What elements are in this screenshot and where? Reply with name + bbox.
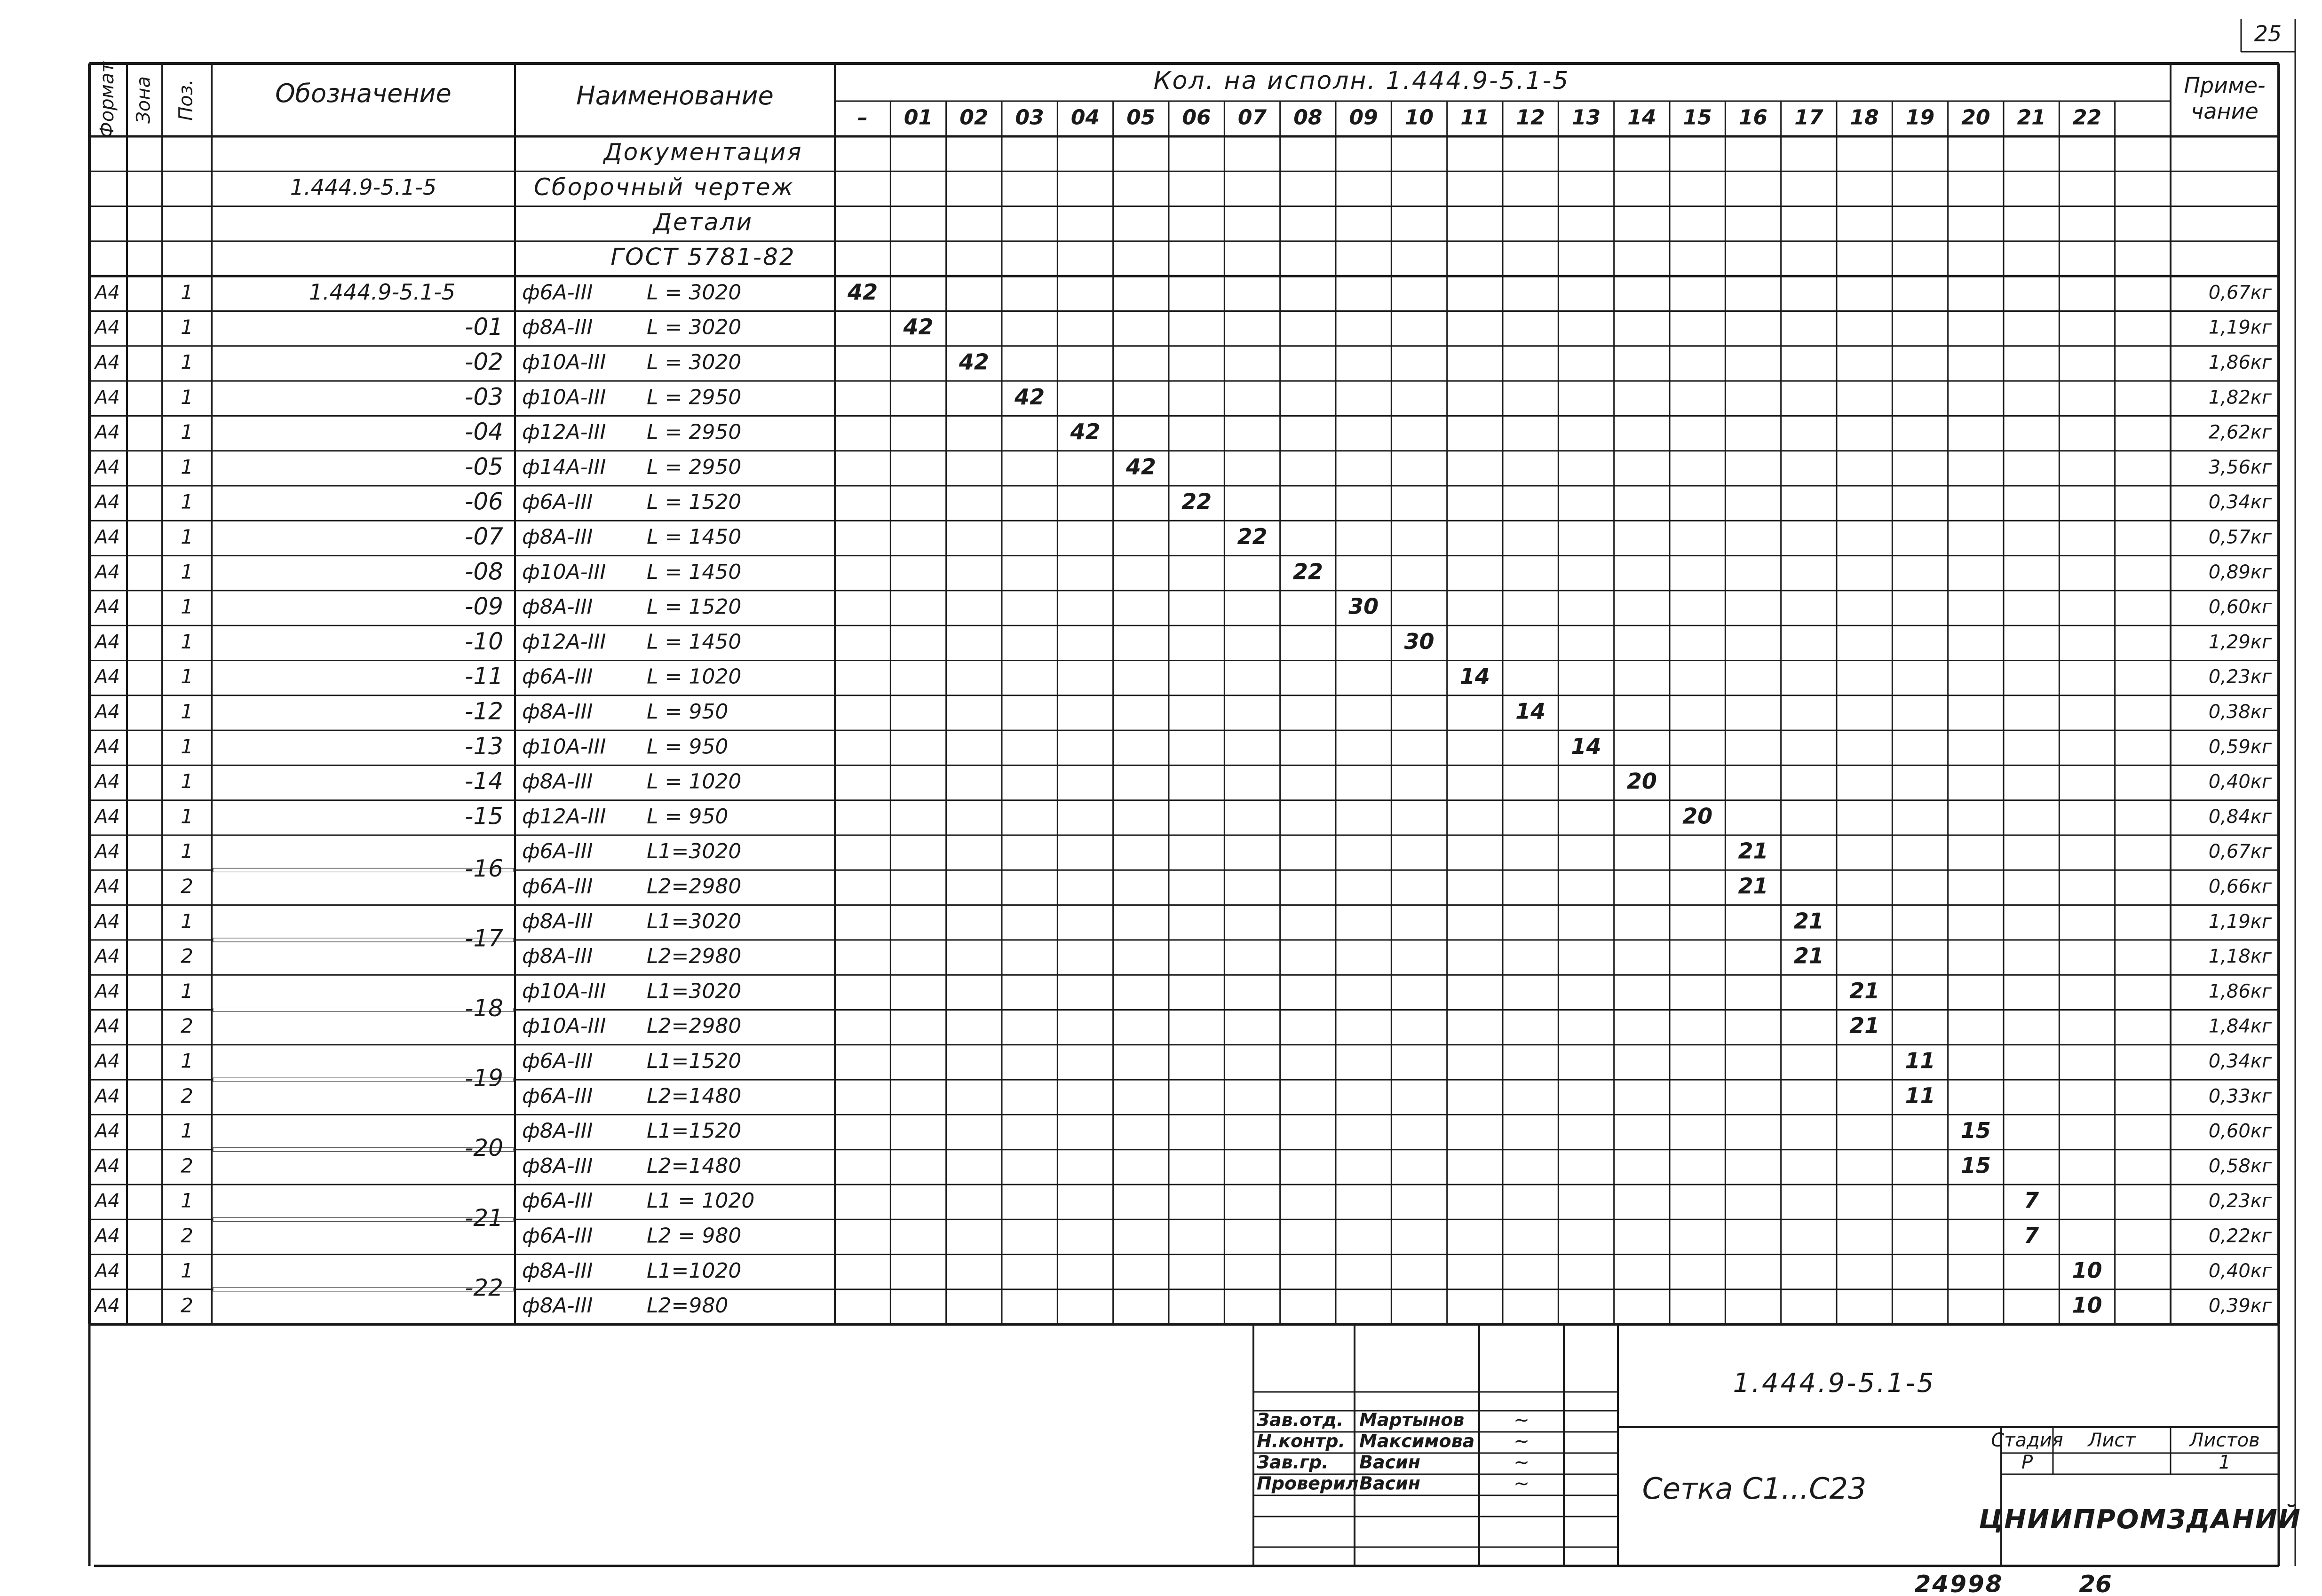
row-length: L = 2950 — [647, 420, 742, 444]
row-length: L2=1480 — [647, 1084, 742, 1108]
row-quantity: 42 — [848, 279, 878, 305]
execution-header: – — [857, 105, 868, 130]
section-name: Сборочный чертеж — [534, 173, 794, 201]
row-steel-grade: ф6А-III — [522, 1189, 593, 1213]
row-designation: -11 — [465, 663, 503, 690]
row-position: 1 — [181, 420, 193, 444]
header-name: Наименование — [576, 81, 774, 111]
signature-role: Н.контр. — [1257, 1430, 1346, 1452]
row-format: А4 — [95, 1225, 120, 1247]
row-steel-grade: ф8А-III — [522, 1154, 593, 1178]
header-note-line1: Приме- — [2184, 72, 2266, 98]
row-position: 2 — [181, 874, 193, 898]
row-note: 0,22кг — [2208, 1225, 2272, 1247]
row-steel-grade: ф8А-III — [522, 1294, 593, 1318]
execution-header: 20 — [1961, 105, 1990, 130]
signature-name: Максимова — [1359, 1430, 1475, 1452]
row-quantity: 30 — [1404, 628, 1434, 654]
row-format: А4 — [95, 1015, 120, 1037]
row-steel-grade: ф6А-III — [522, 874, 593, 899]
row-format: А4 — [95, 666, 120, 688]
row-length: L2=2980 — [647, 874, 742, 899]
signature-name: Мартынов — [1359, 1409, 1465, 1430]
row-format: А4 — [95, 1295, 120, 1317]
row-steel-grade: ф8А-III — [522, 769, 593, 794]
row-length: L1=3020 — [647, 909, 742, 933]
stage-label: Стадия — [1991, 1430, 2063, 1451]
row-steel-grade: ф6А-III — [522, 1224, 593, 1248]
execution-header: 10 — [1404, 105, 1434, 130]
row-quantity: 42 — [1070, 419, 1101, 445]
row-length: L = 950 — [647, 804, 729, 829]
row-length: L = 2950 — [647, 455, 742, 479]
header-note-line2: чание — [2191, 98, 2259, 124]
archive-number: 24998 — [1914, 1570, 2004, 1596]
row-quantity: 14 — [1515, 698, 1546, 724]
row-quantity: 14 — [1571, 733, 1601, 759]
row-designation: -19 — [465, 1064, 503, 1092]
header-designation: Обозначение — [275, 79, 452, 109]
row-position: 1 — [181, 595, 193, 618]
execution-header: 05 — [1126, 105, 1156, 130]
row-designation: -13 — [465, 732, 503, 760]
row-quantity: 14 — [1459, 664, 1490, 689]
row-position: 1 — [181, 385, 193, 409]
row-note: 0,23кг — [2208, 1190, 2272, 1212]
row-length: L1=1020 — [647, 1258, 742, 1283]
signature-role: Зав.отд. — [1257, 1409, 1344, 1430]
row-format: А4 — [95, 1260, 120, 1282]
row-format: А4 — [95, 806, 120, 828]
section-name: Детали — [653, 208, 753, 236]
row-length: L = 950 — [647, 699, 729, 724]
row-designation: -12 — [465, 697, 503, 725]
row-position: 2 — [181, 1294, 193, 1317]
header-zone: Зона — [133, 76, 155, 124]
row-note: 1,82кг — [2208, 387, 2272, 409]
execution-header: 15 — [1683, 105, 1712, 130]
row-designation: -02 — [465, 348, 503, 376]
row-format: А4 — [95, 456, 120, 478]
row-position: 1 — [181, 979, 193, 1003]
execution-header: 02 — [959, 105, 989, 130]
row-format: А4 — [95, 771, 120, 793]
row-quantity: 21 — [1793, 943, 1824, 969]
row-note: 0,38кг — [2208, 701, 2272, 723]
sheet-label: Лист — [2088, 1430, 2136, 1451]
row-designation: -04 — [465, 418, 503, 446]
row-position: 2 — [181, 1014, 193, 1038]
row-quantity: 10 — [2072, 1292, 2102, 1318]
row-position: 1 — [181, 1189, 193, 1212]
stage-value: Р — [2021, 1452, 2033, 1473]
row-length: L = 3020 — [647, 350, 742, 374]
signature-role: Зав.гр. — [1257, 1452, 1329, 1473]
execution-header: 06 — [1182, 105, 1211, 130]
row-position: 1 — [181, 1259, 193, 1282]
row-quantity: 42 — [1014, 384, 1045, 410]
row-quantity: 11 — [1905, 1048, 1935, 1074]
execution-header: 19 — [1905, 105, 1935, 130]
execution-header: 07 — [1237, 105, 1267, 130]
row-designation: -15 — [465, 802, 503, 830]
execution-header: 14 — [1627, 105, 1656, 130]
row-quantity: 10 — [2072, 1257, 2102, 1283]
row-format: А4 — [95, 1120, 120, 1142]
row-designation: 1.444.9-5.1-5 — [309, 279, 456, 305]
section-name: Документация — [603, 138, 803, 166]
row-steel-grade: ф8А-III — [522, 525, 593, 549]
row-length: L = 1020 — [647, 664, 742, 689]
signature-name: Васин — [1359, 1452, 1421, 1473]
row-format: А4 — [95, 491, 120, 514]
execution-header: 12 — [1516, 105, 1545, 130]
row-note: 1,84кг — [2208, 1015, 2272, 1037]
row-designation: -22 — [465, 1274, 503, 1302]
row-position: 1 — [181, 525, 193, 548]
execution-header: 22 — [2072, 105, 2102, 130]
row-length: L1=1520 — [647, 1049, 742, 1073]
signature-mark: ~ — [1514, 1430, 1530, 1452]
execution-header: 17 — [1794, 105, 1823, 130]
row-format: А4 — [95, 526, 120, 548]
execution-header: 11 — [1460, 105, 1490, 130]
row-steel-grade: ф8А-III — [522, 315, 593, 340]
organization-name: ЦНИИПРОМЗДАНИЙ — [1979, 1504, 2301, 1535]
row-quantity: 42 — [903, 314, 934, 340]
row-length: L2=2980 — [647, 944, 742, 969]
row-quantity: 21 — [1738, 873, 1768, 899]
row-designation: -20 — [465, 1134, 503, 1162]
row-note: 0,39кг — [2208, 1295, 2272, 1317]
execution-header: 01 — [903, 105, 933, 130]
section-designation: 1.444.9-5.1-5 — [290, 174, 437, 200]
execution-header: 18 — [1850, 105, 1879, 130]
row-quantity: 30 — [1348, 593, 1379, 619]
row-note: 3,56кг — [2208, 456, 2272, 478]
row-position: 1 — [181, 455, 193, 479]
row-format: А4 — [95, 841, 120, 863]
row-format: А4 — [95, 946, 120, 968]
row-position: 1 — [181, 1049, 193, 1073]
execution-header: 09 — [1349, 105, 1378, 130]
row-note: 0,67кг — [2208, 841, 2272, 863]
header-pos: Поз. — [175, 79, 197, 121]
row-note: 0,33кг — [2208, 1085, 2272, 1107]
row-designation: -06 — [465, 488, 503, 515]
row-designation: -08 — [465, 558, 503, 585]
row-format: А4 — [95, 1085, 120, 1107]
row-designation: -01 — [465, 313, 503, 341]
row-position: 1 — [181, 560, 193, 584]
row-steel-grade: ф10А-III — [522, 385, 606, 410]
row-note: 1,19кг — [2208, 316, 2272, 339]
execution-header: 21 — [2017, 105, 2046, 130]
row-quantity: 21 — [1793, 908, 1824, 934]
row-note: 0,89кг — [2208, 561, 2272, 583]
row-format: А4 — [95, 876, 120, 898]
row-quantity: 21 — [1738, 838, 1768, 864]
row-note: 0,67кг — [2208, 282, 2272, 304]
row-note: 1,86кг — [2208, 351, 2272, 373]
row-length: L2=2980 — [647, 1014, 742, 1038]
row-note: 0,40кг — [2208, 771, 2272, 793]
row-position: 2 — [181, 1224, 193, 1247]
row-quantity: 42 — [959, 349, 989, 375]
row-format: А4 — [95, 910, 120, 932]
row-note: 0,40кг — [2208, 1260, 2272, 1282]
signature-role: Проверил — [1257, 1473, 1359, 1494]
row-format: А4 — [95, 980, 120, 1003]
row-steel-grade: ф10А-III — [522, 560, 606, 584]
row-steel-grade: ф6А-III — [522, 490, 593, 514]
row-length: L = 1520 — [647, 595, 742, 619]
row-position: 1 — [181, 700, 193, 723]
row-note: 0,34кг — [2208, 1050, 2272, 1072]
row-length: L = 2950 — [647, 385, 742, 410]
row-note: 1,86кг — [2208, 980, 2272, 1003]
row-position: 2 — [181, 1154, 193, 1177]
row-quantity: 22 — [1292, 559, 1323, 585]
row-steel-grade: ф14А-III — [522, 455, 606, 479]
execution-header: 13 — [1571, 105, 1601, 130]
row-note: 0,59кг — [2208, 736, 2272, 758]
row-steel-grade: ф6А-III — [522, 1084, 593, 1108]
row-format: А4 — [95, 421, 120, 443]
row-note: 2,62кг — [2208, 421, 2272, 443]
row-format: А4 — [95, 1155, 120, 1177]
row-length: L = 1020 — [647, 769, 742, 794]
row-quantity: 42 — [1125, 454, 1156, 480]
row-designation: -05 — [465, 453, 503, 481]
row-quantity: 21 — [1849, 978, 1880, 1003]
row-position: 1 — [181, 490, 193, 514]
row-steel-grade: ф6А-III — [522, 1049, 593, 1073]
row-designation: -17 — [465, 924, 503, 952]
row-steel-grade: ф10А-III — [522, 350, 606, 374]
row-designation: -07 — [465, 522, 503, 550]
row-position: 1 — [181, 1119, 193, 1143]
row-quantity: 22 — [1181, 489, 1212, 514]
row-format: А4 — [95, 1050, 120, 1072]
row-format: А4 — [95, 387, 120, 409]
row-quantity: 7 — [2024, 1222, 2039, 1248]
row-position: 1 — [181, 316, 193, 339]
row-format: А4 — [95, 1190, 120, 1212]
row-length: L = 3020 — [647, 315, 742, 340]
row-length: L = 1450 — [647, 560, 742, 584]
row-position: 2 — [181, 1084, 193, 1107]
row-length: L = 1450 — [647, 525, 742, 549]
execution-header: 08 — [1293, 105, 1323, 130]
drawing-title: Сетка С1...С23 — [1642, 1471, 1867, 1506]
row-steel-grade: ф12А-III — [522, 420, 606, 444]
row-position: 2 — [181, 944, 193, 968]
row-quantity: 15 — [1960, 1153, 1991, 1178]
row-length: L2=1480 — [647, 1154, 742, 1178]
row-steel-grade: ф6А-III — [522, 839, 593, 864]
row-designation: -09 — [465, 593, 503, 620]
header-format: Формат — [96, 62, 118, 138]
row-note: 0,60кг — [2208, 1120, 2272, 1142]
row-steel-grade: ф8А-III — [522, 595, 593, 619]
page-number: 25 — [2254, 21, 2282, 47]
row-quantity: 7 — [2024, 1187, 2039, 1213]
signature-mark: ~ — [1514, 1452, 1530, 1473]
row-note: 0,23кг — [2208, 666, 2272, 688]
row-format: А4 — [95, 316, 120, 339]
row-quantity: 20 — [1626, 768, 1657, 794]
row-steel-grade: ф12А-III — [522, 804, 606, 829]
row-length: L = 1520 — [647, 490, 742, 514]
signature-mark: ~ — [1514, 1473, 1530, 1494]
row-steel-grade: ф8А-III — [522, 1119, 593, 1143]
row-format: А4 — [95, 596, 120, 618]
footer-page: 26 — [2079, 1570, 2112, 1596]
row-format: А4 — [95, 351, 120, 373]
row-steel-grade: ф6А-III — [522, 280, 593, 305]
row-position: 1 — [181, 630, 193, 653]
section-name: ГОСТ 5781-82 — [610, 243, 796, 271]
row-steel-grade: ф8А-III — [522, 909, 593, 933]
execution-header: 03 — [1015, 105, 1044, 130]
row-designation: -10 — [465, 627, 503, 655]
row-position: 1 — [181, 909, 193, 933]
execution-header: 16 — [1738, 105, 1768, 130]
row-note: 1,19кг — [2208, 910, 2272, 932]
row-designation: -18 — [465, 995, 503, 1022]
execution-header: 04 — [1070, 105, 1100, 130]
row-note: 0,57кг — [2208, 526, 2272, 548]
row-quantity: 21 — [1849, 1013, 1880, 1039]
row-note: 0,84кг — [2208, 806, 2272, 828]
row-format: А4 — [95, 282, 120, 304]
row-position: 1 — [181, 280, 193, 304]
row-note: 0,34кг — [2208, 491, 2272, 514]
row-length: L = 1450 — [647, 630, 742, 654]
row-steel-grade: ф10А-III — [522, 735, 606, 759]
row-note: 1,29кг — [2208, 631, 2272, 653]
row-length: L = 950 — [647, 735, 729, 759]
row-designation: -03 — [465, 383, 503, 411]
row-steel-grade: ф8А-III — [522, 944, 593, 969]
row-designation: -14 — [465, 767, 503, 795]
row-position: 1 — [181, 805, 193, 828]
row-position: 1 — [181, 770, 193, 793]
row-steel-grade: ф6А-III — [522, 664, 593, 689]
sheets-value: 1 — [2219, 1452, 2231, 1473]
row-quantity: 11 — [1905, 1082, 1935, 1108]
row-designation: -16 — [465, 854, 503, 882]
row-length: L2=980 — [647, 1294, 729, 1318]
signature-name: Васин — [1359, 1473, 1421, 1494]
document-code: 1.444.9-5.1-5 — [1733, 1368, 1936, 1399]
row-length: L1=3020 — [647, 979, 742, 1003]
row-position: 1 — [181, 665, 193, 688]
row-length: L1=1520 — [647, 1119, 742, 1143]
row-quantity: 22 — [1237, 523, 1268, 549]
row-note: 0,60кг — [2208, 596, 2272, 618]
row-position: 1 — [181, 350, 193, 374]
sheets-label: Листов — [2189, 1430, 2260, 1451]
row-format: А4 — [95, 701, 120, 723]
row-designation: -21 — [465, 1204, 503, 1232]
row-steel-grade: ф12А-III — [522, 630, 606, 654]
row-steel-grade: ф10А-III — [522, 979, 606, 1003]
row-steel-grade: ф10А-III — [522, 1014, 606, 1038]
row-note: 0,66кг — [2208, 876, 2272, 898]
row-note: 0,58кг — [2208, 1155, 2272, 1177]
signature-mark: ~ — [1514, 1409, 1530, 1431]
row-format: А4 — [95, 561, 120, 583]
row-steel-grade: ф8А-III — [522, 699, 593, 724]
row-position: 1 — [181, 839, 193, 863]
row-steel-grade: ф8А-III — [522, 1258, 593, 1283]
row-quantity: 20 — [1682, 803, 1713, 829]
row-length: L2 = 980 — [647, 1224, 742, 1248]
row-length: L = 3020 — [647, 280, 742, 305]
row-format: А4 — [95, 736, 120, 758]
header-quantity-title: Кол. на исполн. 1.444.9-5.1-5 — [1153, 67, 1570, 95]
row-length: L1 = 1020 — [647, 1189, 755, 1213]
row-length: L1=3020 — [647, 839, 742, 864]
row-position: 1 — [181, 735, 193, 758]
row-quantity: 15 — [1960, 1118, 1991, 1144]
row-note: 1,18кг — [2208, 946, 2272, 968]
row-format: А4 — [95, 631, 120, 653]
